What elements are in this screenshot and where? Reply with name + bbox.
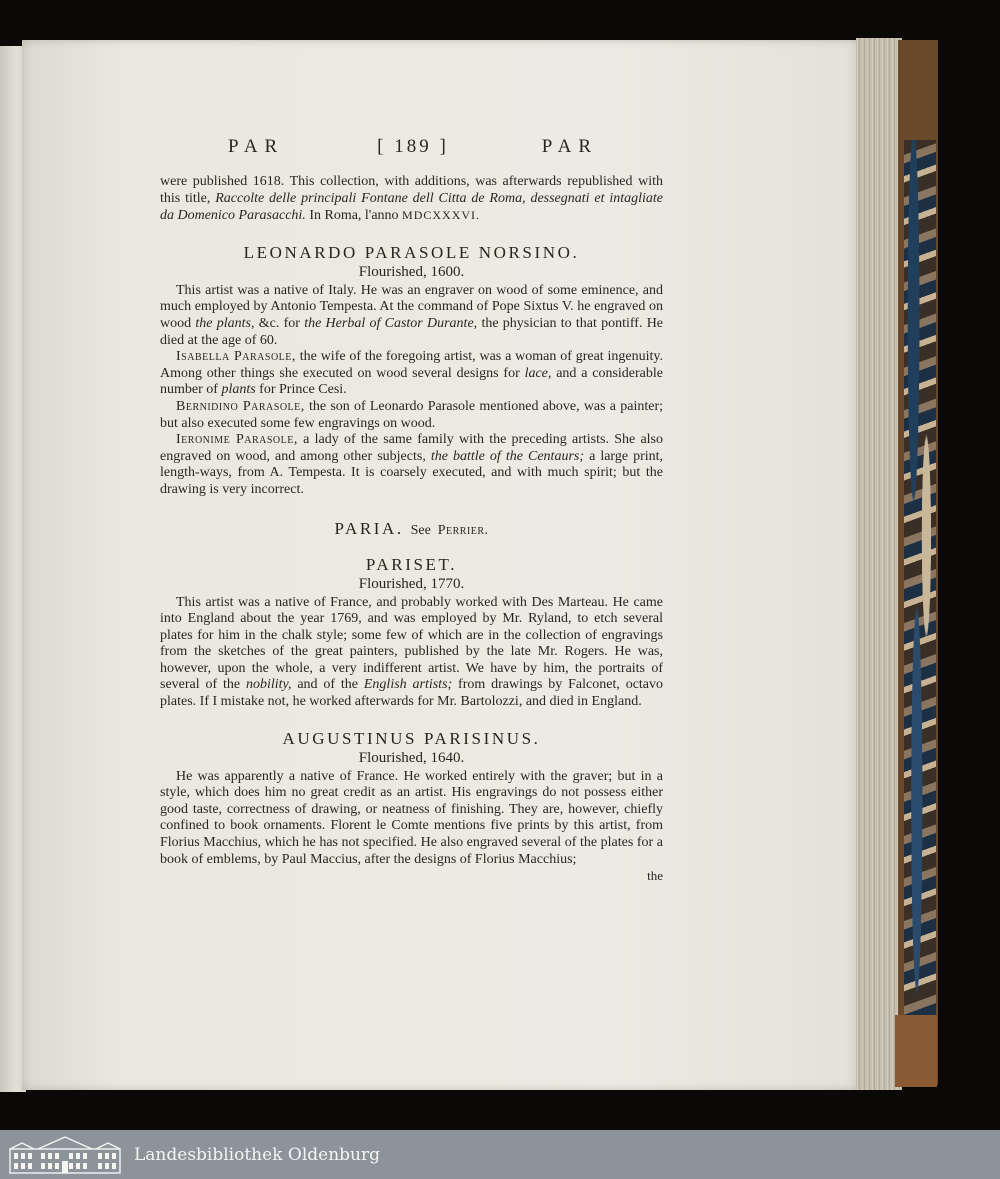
intro-text: were published 1618. This collection, with additions, was afterwards republished with this title, [160,174,663,206]
running-head [228,136,598,158]
text-run: the physician to that pontiff. He died at the age of 60. [160,315,664,348]
page-body [160,174,663,885]
footer-bar [0,1130,1000,1179]
library-name: Landesbibliothek Oldenburg [134,1144,381,1165]
cross-reference: Perrier. [437,522,489,538]
page-fore-edge [856,38,902,1090]
intro-title: Raccolte delle principali Fontane dell Citta de Roma, dessegnati et intagliate da Domenico Parasacchi. [160,190,664,224]
running-head-left: PAR [228,136,285,157]
entry-heading-leonardo: LEONARDO PARASOLE NORSINO. [243,242,580,262]
catchword: the [647,868,663,884]
paria-title: PARIA. [334,518,404,538]
italic-run: plants [221,382,256,398]
intro-year: MDCXXXVI. [402,208,481,223]
entry-paragraph [160,283,663,349]
book-cover-corner [895,1015,937,1087]
italic-run: nobility, [245,677,292,693]
italic-run: the battle of the Centaurs; [430,448,585,464]
entry-paragraph [160,432,663,498]
entry-paragraph [160,595,663,711]
italic-run: English artists; [363,677,453,693]
entry-paragraph: He was apparently a native of France. He worked entirely with the graver; but in a style, which does him no great credit as an artist. His engravings do not possess either good taste, correctness of drawing, or neatness of finishing. They are, however, chiefly confined to book ornaments. Florent le Comte mentions five prints by this artist, from Florius Macchius, which he has not specified. He also engraved several of the plates for a book of emblems, by Paul Maccius, after the designs of Florius Macchius; [160,768,663,867]
entry-heading-paria [160,519,663,541]
intro-text-end: In Roma, l'anno [309,208,399,224]
entry-heading-pariset: PARISET. [365,554,458,574]
see-text: See [410,522,431,538]
text-run: This artist was a native of France, and probably worked with Des Marteau. He came into England about the year 1769, and was employed by Mr. Ryland, to etch several plates for him in the chalk style; some few of which are in the collection of engravings from the sketches of the great painters, published by the late Mr. Rogers. He was, however, upon the whole, a very indifferent artist. We have by him, the portraits of several of the [160,594,663,693]
text-run: &c. for [258,315,300,331]
entry-date-pariset: Flourished, 1770. [358,575,465,592]
running-head-right: PAR [541,136,598,157]
artist-name: Ieronime Parasole, [176,432,298,448]
italic-run: lace, [524,365,552,381]
entry-heading-augustinus: AUGUSTINUS PARISINUS. [282,728,541,748]
text-run: a lady of the same family with the preceding artists. She also engraved on wood, and among other subjects, [160,432,664,464]
text-run: the son of Leonardo Parasole mentioned above, was a painter; but also executed some few engravings on wood. [160,398,663,431]
text-run: from drawings by Falconet, octavo plates. If I mistake not, he worked afterwards for Mr. Bartolozzi, and died in England. [160,677,664,710]
text-run: This artist was a native of Italy. He was an engraver on wood of some eminence, and much employed by Antonio Tempesta. At the command of Pope Sixtus V. he engraved on wood [160,282,663,331]
entry-paragraph [160,349,663,399]
marbled-endpaper [904,140,936,1020]
text-run: for Prince Cesi. [259,382,347,398]
text-run: and a considerable number of [160,365,663,398]
intro-paragraph [160,174,663,225]
entry-date-augustinus: Flourished, 1640. [358,749,465,766]
italic-run: the Herbal of Castor Durante, [304,315,478,331]
entry-date-leonardo: Flourished, 1600. [358,263,465,280]
artist-name: Isabella Parasole, [176,349,296,365]
artist-name: Bernidino Parasole, [176,398,305,414]
entry-paragraph [160,399,663,432]
text-run: a large print, length-ways, from A. Tempesta. It is coarsely executed, and with much spirit; but the drawing is very incorrect. [160,448,664,497]
text-run: and of the [297,677,359,693]
library-building-icon [8,1135,122,1175]
page-number: [ 189 ] [377,136,449,157]
text-run: the wife of the foregoing artist, was a woman of great ingenuity. Among other things she executed on wood several designs for [160,349,663,381]
italic-run: the plants, [195,315,255,331]
